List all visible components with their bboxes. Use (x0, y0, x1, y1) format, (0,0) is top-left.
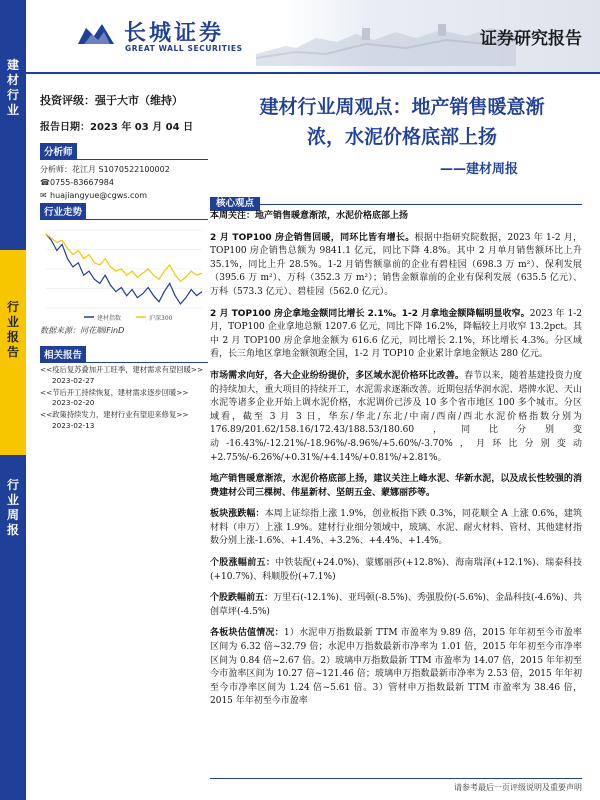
report-title (222, 92, 582, 152)
paragraph-land (210, 308, 582, 362)
paragraph-valuation-lead: 各板块估值情况： (210, 628, 284, 639)
phone-icon: ☎ (40, 178, 50, 187)
related-item[interactable] (40, 365, 208, 386)
paragraph-top-losers-lead: 个股跌幅前五： (210, 593, 274, 604)
rating-value: 强于大市（维持） (95, 94, 183, 107)
data-source: 数据来源：同花顺iFinD (40, 326, 125, 335)
paragraph-sector-change-body: 本周上证综指上涨 1.9%，创业板指下跌 0.3%，同花顺全 A 上涨 0.6%，建筑材料（申万）上涨 1.9%。建材行业细分领域中，玻璃、水泥、耐火材料、管材、其他建材指数分别上涨-1.6%、+1.4%、+3.2%、+4.4%、+1.4%。 (210, 509, 582, 547)
paragraph-top-losers-body: 万里石(-12.1%)、亚玛顿(-8.5%)、秀强股份(-5.6%)、金晶科技(-4.6%)、共创草坪(-4.5%) (210, 593, 582, 617)
footer-rule (210, 778, 582, 779)
analyst-section-title: 分析师 (40, 143, 77, 159)
side-label-text: 建 材 行 业 (6, 58, 19, 117)
title-line-1: 建材行业周观点：地产销售暖意渐 (259, 96, 545, 118)
great-wall-illustration (256, 14, 516, 66)
related-item-date: 2023-02-13 (52, 420, 95, 430)
legend-label: 建材指数 (97, 315, 122, 322)
brand-name-cn: 长城证券 (124, 20, 225, 46)
core-section-title: 核心观点 (210, 197, 260, 211)
side-label-industry-report (0, 300, 26, 360)
paragraph-sales (210, 232, 582, 300)
paragraph-cement (210, 370, 582, 465)
analyst-block (40, 140, 208, 202)
date-value: 2023 年 03 月 04 日 (90, 122, 194, 133)
core-header (210, 191, 582, 209)
core-content (210, 210, 582, 717)
footer-disclaimer: 请参考最后一页评级说明及重要声明 (454, 783, 582, 792)
brand-name-en: GREAT WALL SECURITIES (125, 44, 243, 53)
report-type: 证券研究报告 (480, 29, 582, 49)
paragraph-cement-lead: 市场需求向好，各大企业纷纷提价，多区域水泥价格环比改善。 (210, 370, 465, 381)
company-logo-icon (74, 18, 118, 48)
side-label-text: 行 业 周 报 (6, 478, 19, 537)
rating-label: 投资评级： (40, 94, 95, 107)
focus-line (210, 210, 582, 224)
legend-label: 沪深300 (149, 315, 173, 322)
investment-rating (40, 92, 208, 108)
side-label-weekly (0, 478, 26, 538)
trend-section-title: 行业走势 (40, 203, 86, 219)
side-band-top (0, 0, 26, 250)
paragraph-recommendation-lead: 地产销售暖意渐浓，水泥价格底部上扬，建议关注上峰水泥、华新水泥，以及成长性较强的消费建材公司三棵树、伟星新材、坚朗五金、蒙娜丽莎等。 (210, 474, 582, 498)
related-item-date: 2023-02-27 (52, 375, 95, 385)
related-item-title[interactable]: <<节后开工持续恢复，建材需求逐步回暖>> (40, 387, 189, 397)
related-header (40, 343, 208, 363)
analyst-phone-row (40, 176, 208, 189)
trend-chart (40, 226, 208, 326)
related-item-title[interactable]: <<政策持续发力，建材行业有望迎来修复>> (40, 410, 189, 419)
industry-trend-block (40, 200, 208, 326)
related-reports-block (40, 343, 208, 431)
paragraph-top-gainers-lead: 个股涨幅前五： (210, 558, 276, 569)
paragraph-cement-body: 春节以来，随着基建投资力度的持续加大，重大项目的持续开工，水泥需求逐渐改善。近期包括华润水泥、塔牌水泥、天山水泥等诸多企业开始上调水泥价格，水泥调价已涉及 10 多个省市地区 100 多个城市。分区域看，截至 3 月 3 日，华东/华北/东北/中南/西南/西北水泥价格指数分别为 176.89/201.62/158.16/172.43/188.53/180.60，同比分别变动-16.43%/-12.21%/-18.96%/-8.96%/+5.60%/-3.70%，月环比分别变动+2.75%/-6.26%/+0.31%/+4.14%/+0.81%/+2.81%。 (210, 370, 582, 463)
paragraph-top-gainers (210, 557, 582, 584)
email-icon: ✉ (40, 191, 47, 200)
series-line-csi300 (46, 234, 202, 281)
related-item[interactable] (40, 388, 208, 409)
paragraph-valuation (210, 627, 582, 709)
side-label-text: 行 业 报 告 (6, 300, 19, 359)
analyst-phone: 0755-83667984 (50, 178, 114, 187)
report-date (40, 118, 208, 133)
title-line-2: 浓，水泥价格底部上扬 (306, 126, 497, 148)
focus-label: 本周关注：地产销售暖意渐浓，水泥价格底部上扬 (210, 211, 409, 221)
paragraph-top-gainers-body: 中铁装配(+24.0%)、蒙娜丽莎(+12.8%)、海南瑞泽(+12.1%)、瑞泰科技(+10.7%)、科顺股份(+7.1%) (210, 558, 582, 582)
paragraph-land-lead: 2 月 TOP100 房企拿地金额同比增长 2.1%。1-2 月拿地金额降幅明显收窄。 (210, 308, 530, 319)
side-label-industry (0, 58, 26, 118)
paragraph-sales-lead: 2 月 TOP100 房企销售回暖，同环比皆有增长。 (210, 232, 415, 243)
paragraph-valuation-body: 1）水泥申万指数最新 TTM 市盈率为 9.89 倍，2015 年年初至今市盈率区间为 6.32 倍~32.79 倍；水泥申万指数最新市净率为 1.01 倍，2015 年年初至今市净率区间为 0.84 倍~2.67 倍。2）玻璃申万指数最新 TTM 市盈率为 14.07 倍，2015 年年初至今市盈率区间为 10.27 倍~121.46 倍；玻璃申万指数最新市净率为 2.53 倍，2015 年年初至今市净率区间为 1.24 倍~5.61 倍。3）管材申万指数最新 TTM 市盈率为 38.46 倍，2015 年年初至今市盈率 (210, 628, 582, 707)
report-subtitle: ——建材周报 (440, 162, 519, 177)
related-item-title[interactable]: <<疫后复苏叠加开工旺季，建材需求有望回暖>> (40, 365, 204, 374)
trend-header (40, 200, 208, 220)
related-item[interactable] (40, 410, 208, 431)
paragraph-sector-change-lead: 板块涨跌幅： (210, 509, 265, 520)
date-label: 报告日期： (40, 122, 90, 133)
related-item-date: 2023-02-20 (52, 398, 95, 407)
rating-block (40, 92, 208, 133)
analyst-name: 分析师：花江月 S1070522100002 (40, 165, 170, 174)
paragraph-top-losers (210, 592, 582, 619)
trend-chart-svg (40, 226, 208, 326)
paragraph-sales-body: 根据中指研究院数据，2023 年 1-2 月，TOP100 房企销售总额为 9841.1 亿元，同比下降 4.8%。其中 2 月单月销售额环比上升 35.1%，同比上升 28.5%。1-2 月销售额靠前的企业有碧桂园（698.3 万 m²）、保利发展（395.6 万 m²）、万科（352.3 万 m²）；销售金额靠前的企业有保利发展（635.5 亿元）、万科（573.3 亿元）、碧桂园（562.0 亿元）。 (210, 232, 582, 297)
header-rule (26, 72, 600, 74)
page-header (26, 0, 600, 72)
paragraph-land-body: 2023 年 1-2 月，TOP100 企业拿地总额 1207.6 亿元，同比下降 16.2%，降幅较上月收窄 13.2pct。其中 2 月 TOP100 房企拿地金额为 616.6 亿元，同比增长 2.1%，环比增长 4.3%。分区域看，长三角地区拿地金额领跑全国，1-2 月 TOP10 企业累计拿地金额达 280 亿元。 (210, 308, 582, 360)
paragraph-sector-change (210, 508, 582, 549)
analyst-header (40, 140, 208, 160)
paragraph-recommendation (210, 473, 582, 500)
related-section-title: 相关报告 (40, 346, 86, 362)
side-band (0, 0, 26, 800)
analyst-email[interactable]: huajiangyue@cgws.com (50, 191, 148, 200)
